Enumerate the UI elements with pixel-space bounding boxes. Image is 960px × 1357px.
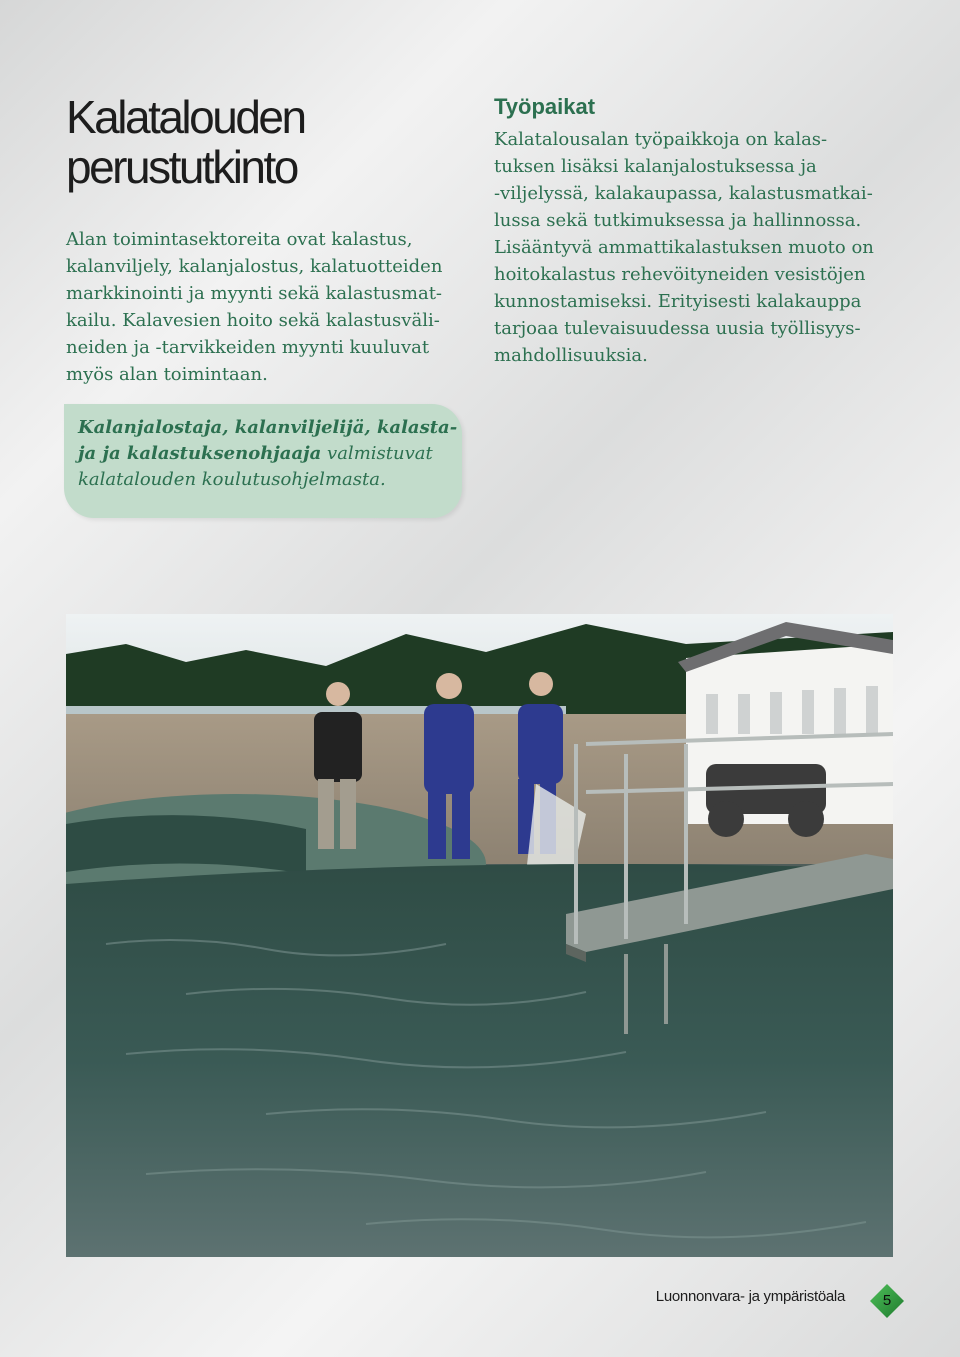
callout-text xyxy=(78,415,457,493)
tyopaikat-line: lussa sekä tutkimuksessa ja hallinnossa. xyxy=(494,210,862,231)
tyopaikat-line: tarjoaa tulevaisuudessa uusia työllisyys- xyxy=(494,318,861,339)
tyopaikat-line: mahdollisuuksia. xyxy=(494,345,648,366)
tyopaikat-paragraph xyxy=(494,126,914,369)
footer-section-label: Luonnonvara- ja ympäristöala xyxy=(655,1288,845,1305)
page-number: 5 xyxy=(882,1292,892,1309)
fish-farm-photo xyxy=(66,614,893,1257)
intro-line: markkinointi ja myynti sekä kalastusmat- xyxy=(66,283,443,304)
intro-paragraph xyxy=(66,226,476,388)
callout-line-1: Kalanjalostaja, kalanviljelijä, kalasta- xyxy=(78,417,458,438)
callout-line-2 xyxy=(78,441,457,467)
tyopaikat-line: Kalatalousalan työpaikkoja on kalas- xyxy=(494,129,828,150)
intro-line: kailu. Kalavesien hoito sekä kalastusväli- xyxy=(66,310,440,331)
callout-box xyxy=(64,404,462,518)
intro-line: myös alan toimintaan. xyxy=(66,364,268,385)
page-title-line-2: perustutkinto xyxy=(66,141,297,193)
tyopaikat-line: -viljelyssä, kalakaupassa, kalastusmatkai- xyxy=(494,183,873,204)
callout-line-3: kalatalouden koulutusohjelmasta. xyxy=(78,469,386,490)
photo-fish-farm-pool-icon xyxy=(66,614,893,1257)
intro-line: neiden ja -tarvikkeiden myynti kuuluvat xyxy=(66,337,430,358)
tyopaikat-line: tuksen lisäksi kalanjalostuksessa ja xyxy=(494,156,817,177)
page-title xyxy=(66,92,466,192)
tyopaikat-line: Lisääntyvä ammattikalastuksen muoto on xyxy=(494,237,874,258)
callout-line-2-bold: ja ja kalastuksenohjaaja xyxy=(78,443,322,464)
tyopaikat-line: hoitokalastus rehevöityneiden vesistöjen xyxy=(494,264,866,285)
page-title-line-1: Kalatalouden xyxy=(66,91,305,143)
intro-line: kalanviljely, kalanjalostus, kalatuotteiden xyxy=(66,256,443,277)
tyopaikat-line: kunnostamiseksi. Erityisesti kalakauppa xyxy=(494,291,862,312)
intro-line: Alan toimintasektoreita ovat kalastus, xyxy=(66,229,413,250)
tyopaikat-heading: Työpaikat xyxy=(494,94,596,119)
callout-line-2-rest: valmistuvat xyxy=(321,443,433,464)
